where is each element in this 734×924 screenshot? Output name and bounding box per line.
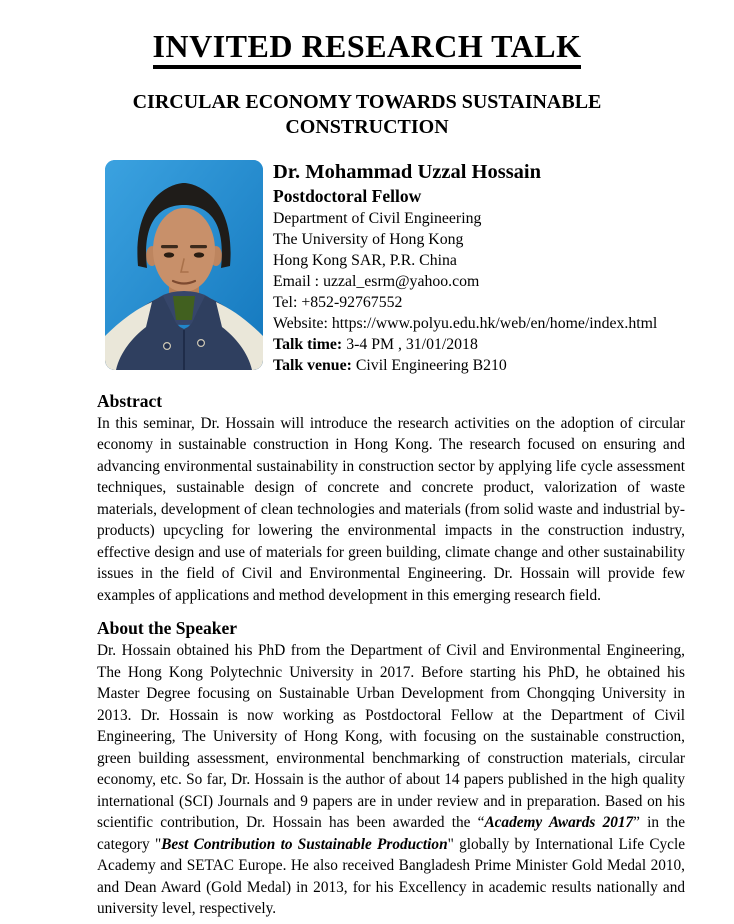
tel-value: +852-92767552 xyxy=(301,293,403,311)
about-speaker-text: Dr. Hossain obtained his PhD from the Department of Civil and Environmental Engineering, The Hong Kong Polytechnic University in 2017. Before starting his PhD, he obtained his Master Degree focusing on Sustainable Urban Development from Chongqing University in 2013. Dr. Hossain is now working as Postdoctoral Fellow at the Department of Civil Engineering, The University of Hong Kong, with focusing on the sustainable construction, green building assessment, environmental benchmarking of construction materials, circular economy, etc. So far, Dr. Hossain is the author of about 14 papers published in the high quality international (SCI) Journals and 9 papers are in under review and in preparation. Based on his scientific contribution, Dr. Hossain has been awarded the “Academy Awards 2017” in the category "Best Contribution to Sustainable Production" globally by International Life Cycle Academy and SETAC Europe. He also received Bangladesh Prime Minister Gold Medal 2010, and Dean Award (Gold Medal) in 2013, for his Excellency in academic results nationally and university level, respectively. xyxy=(97,642,685,918)
talk-time-line xyxy=(273,334,657,355)
about-speaker-section xyxy=(97,617,685,920)
website-label: Website: xyxy=(273,314,328,332)
speaker-website-line xyxy=(273,313,657,334)
talk-venue-line xyxy=(273,355,657,376)
speaker-position: Postdoctoral Fellow xyxy=(273,185,422,206)
speaker-name: Dr. Mohammad Uzzal Hossain xyxy=(273,160,542,183)
website-url: https://www.polyu.edu.hk/web/en/home/index.html xyxy=(331,314,658,332)
email-label: Email : xyxy=(273,272,320,290)
talk-time-label: Talk time: xyxy=(273,335,343,353)
talk-venue-value: Civil Engineering B210 xyxy=(355,356,507,374)
abstract-text: In this seminar, Dr. Hossain will introduce the research activities on the adoption of circular economy in sustainable construction in Hong Kong. The research focused on ensuring and advancing environmental sustainability in construction sector by applying life cycle assessment techniques, sustainable design of concrete and concrete product, valorization of waste materials, development of clean technologies and materials (from solid waste and industrial by-products) upcycling for lowering the environmental impacts in the construction industry, effective design and use of materials for green building, climate change and other sustainability issues in the field of Civil and Environmental Engineering. Dr. Hossain will provide few examples of applications and method development in this emerging research field. xyxy=(97,414,685,604)
speaker-info xyxy=(273,160,657,376)
email-value: uzzal_esrm@yahoo.com xyxy=(323,272,480,290)
about-speaker-heading: About the Speaker xyxy=(97,618,238,639)
tel-label: Tel: xyxy=(273,293,298,311)
talk-title: CIRCULAR ECONOMY TOWARDS SUSTAINABLE CONSTRUCTION xyxy=(132,90,602,138)
speaker-university: The University of Hong Kong xyxy=(273,230,464,248)
speaker-block xyxy=(105,160,734,376)
talk-time-value: 3-4 PM , 31/01/2018 xyxy=(346,335,478,353)
speaker-location: Hong Kong SAR, P.R. China xyxy=(273,251,457,269)
talk-venue-label: Talk venue: xyxy=(273,356,352,374)
subtitle-block xyxy=(0,90,734,140)
speaker-department: Department of Civil Engineering xyxy=(273,209,482,227)
abstract-heading: Abstract xyxy=(97,390,163,411)
speaker-tel-line xyxy=(273,292,657,313)
abstract-section xyxy=(97,390,685,607)
title-block xyxy=(0,0,734,69)
speaker-photo xyxy=(105,160,263,370)
speaker-email-line xyxy=(273,271,657,292)
speaker-portrait-illustration xyxy=(105,160,263,370)
page-title: INVITED RESEARCH TALK xyxy=(153,30,582,69)
